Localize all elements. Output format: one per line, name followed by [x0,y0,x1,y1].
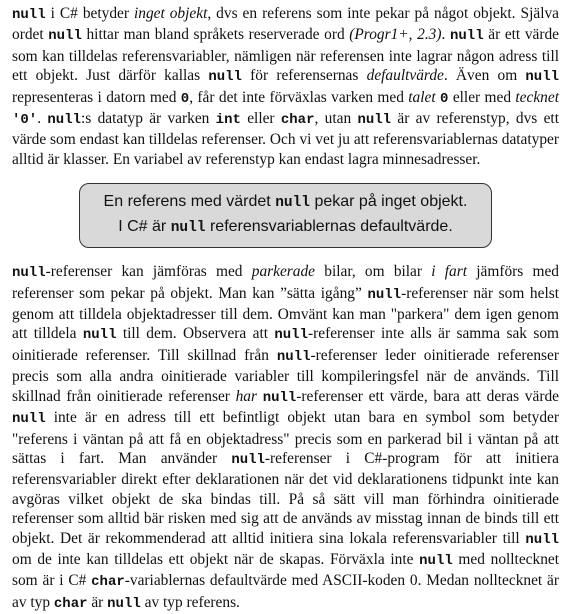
italic-text: parkerade [251,263,316,281]
code-keyword: char [91,574,125,591]
text-run: -referenser när som helst genom att tilldela objektadresser till dem. Omvänt kan man "parkera" dem igen genom att tilldela [12,284,559,343]
text-run: jämförs med referenser som pekar på objekt. Man kan ”sätta igång” [12,263,559,302]
text-run: bilar, om bilar [315,263,432,281]
code-keyword: null [48,28,82,45]
code-keyword: null [12,411,46,428]
code-keyword: null [419,552,453,569]
code-keyword: null [82,327,117,344]
text-run: för referensernas [241,67,367,85]
code-keyword: null [450,28,484,45]
text-run: av typ referens. [140,593,240,611]
code-keyword: 0 [180,90,190,107]
callout-box [79,183,492,248]
code-keyword: null [274,327,308,344]
italic-text: inget objekt [133,5,208,22]
text-run: , dvs en referens som inte pekar på något objekt. Själva ordet [12,5,559,44]
text-run: med nolltecknet som är i C# [12,550,559,590]
italic-text: defaultvärde [366,67,444,85]
italic-text: har [235,387,257,405]
text-run: En referens med värdet [103,193,276,211]
paragraph-null-references [12,262,559,614]
text-run: är ett värde som kan tilldelas referensvariabler, nämligen när referensen inte lagrar någon adress till ett objekt. Just därför kallas [12,26,559,85]
text-run: till dem. Observera att [116,325,275,343]
code-keyword: null [262,389,297,406]
text-run: pekar på inget objekt. [310,193,468,211]
italic-text: (Progr1+, 2.3) [349,26,442,44]
text-run: hittar man bland språkets reserverade ord [81,26,350,44]
code-keyword: null [107,595,141,612]
code-keyword: char [53,595,88,612]
text-run: -referenser kan jämföras med [45,263,252,281]
text-run: om de inte kan tilldelas ett objekt när de skapas. Förväxla inte [12,550,420,568]
code-keyword: int [215,112,241,129]
paragraph-null-definition [12,4,559,169]
italic-text: tecknet [515,88,559,106]
text-run: är av referenstyp, dvs ett värde som endast kan tilldelas referenser. Och vi vet ju att referensvariablernas datatyper alltid är klasser. En variabel av referenstyp kan endast lagra minnesadresser. [12,110,559,168]
code-keyword: null [208,69,242,86]
text-run: I C# är [118,218,171,236]
code-keyword: null [275,195,310,212]
code-keyword: null [170,220,206,237]
code-keyword: null [47,112,81,129]
text-run: referensvariablernas defaultvärde. [205,218,453,236]
text-run: eller [240,110,281,128]
callout-line-1 [86,190,485,215]
text-run: . Även om [443,67,526,85]
code-keyword: null [525,69,560,86]
code-keyword: '0' [12,112,38,129]
code-keyword: null [357,112,392,129]
text-run: :s datatyp är varken [81,110,216,128]
text-run: , utan [314,110,358,128]
code-keyword: null [12,265,46,282]
text-run: , får det inte förväxlas varken med [189,88,409,106]
code-keyword: null [231,451,265,468]
text-run: -referenser i C#-program för att initiera referensvariabler direkt efter deklarationen när det vid deklarationens tidpunkt inte kan avgöras vilket objekt de ska bindas till. På så sätt vill man förhindra oinitierade referenser som alltid bär risken med sig att de används av misstag innan de binds till ett objekt. Det är rekommenderad att alltid initiera sina lokala referensvariabler till [12,449,559,547]
callout-line-2 [86,215,485,240]
code-keyword: char [280,112,315,129]
text-run: representeras i datorn med [12,88,181,106]
text-run: eller med [448,88,516,106]
code-keyword: null [525,531,559,548]
text-run: . [37,110,48,128]
text-run: i C# betyder [45,5,134,22]
code-keyword: null [276,348,311,365]
code-keyword: 0 [440,90,449,107]
text-run: -referenser ett värde, bara att deras värde [296,387,559,405]
text-run: inte är en adress till ett befintligt objekt utan bara en symbol som betyder "referens i väntan på att få en objektadress" precis som en parkerad bil i väntan på att sättas i fart. Man använder [12,409,559,467]
code-keyword: null [367,286,402,303]
code-keyword: null [12,7,46,23]
text-run: är [87,593,108,611]
text-run: . [441,26,450,44]
text-run: -variablernas defaultvärde med ASCII-koden 0. Medan nolltecknet är av typ [12,572,559,611]
italic-text: talet [408,88,436,106]
text-run: -referenser inte alls är samma sak som oinitierade referenser. Till skillnad från [12,325,559,364]
italic-text: i fart [431,263,468,281]
text-run: -referenser leder oinitierade referenser precis som alla andra oinitierade variabler till kompileringsfel när de används. Till skillnad från oinitierade referenser [12,346,559,405]
